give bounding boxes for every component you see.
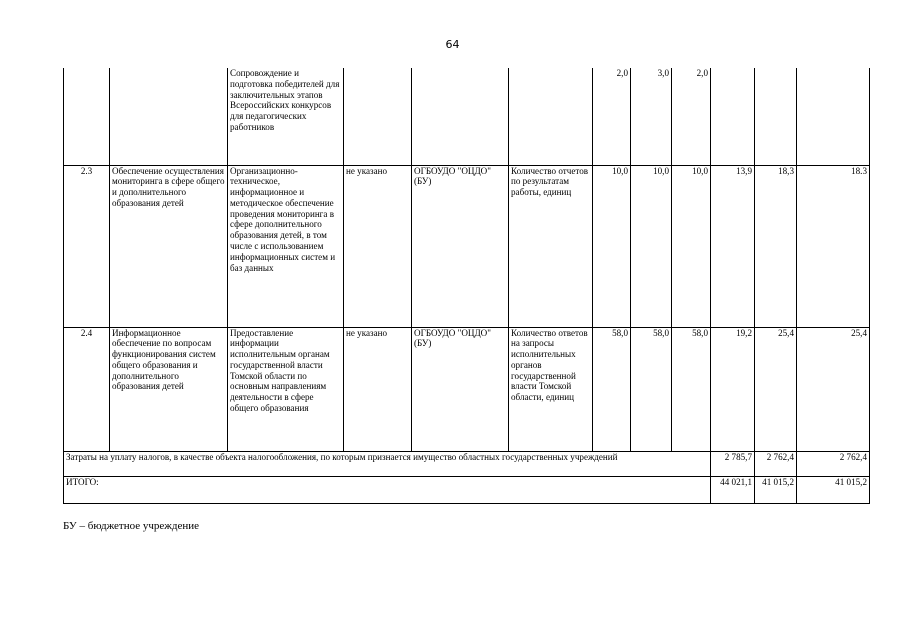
indicator-cell: Количество отчетов по результатам работы, единиц — [509, 165, 593, 327]
task-cell: Информационное обеспечение по вопросам функционирования систем общего образования и дополнительного образования детей — [110, 327, 228, 451]
total-funding-cell: 41 015,2 — [797, 476, 870, 503]
total-funding-cell: 44 021,1 — [711, 476, 755, 503]
funding-cell: 25,4 — [797, 327, 870, 451]
funding-cell: 18.3 — [797, 165, 870, 327]
table-row — [64, 327, 870, 451]
funding-cell: 25,4 — [755, 327, 797, 451]
funding-cell — [755, 68, 797, 165]
total-row — [64, 476, 870, 503]
activity-cell: Предоставление информации исполнительным органам государственной власти Томской области по основным направлениям деятельности в сфере общего образования — [228, 327, 344, 451]
page-number: 64 — [445, 38, 460, 51]
task-cell — [110, 68, 228, 165]
funding-cell — [711, 68, 755, 165]
value-cell: 10,0 — [631, 165, 672, 327]
value-cell: 58,0 — [631, 327, 672, 451]
total-funding-cell: 41 015,2 — [755, 476, 797, 503]
tax-row — [64, 451, 870, 476]
row-number: 2.4 — [64, 327, 110, 451]
funding-cell — [797, 68, 870, 165]
funding-cell: 13,9 — [711, 165, 755, 327]
value-cell: 58,0 — [593, 327, 631, 451]
deadline-cell: не указано — [344, 327, 412, 451]
value-cell: 3,0 — [631, 68, 672, 165]
row-number — [64, 68, 110, 165]
indicator-cell — [509, 68, 593, 165]
program-table — [63, 68, 870, 504]
value-cell: 2,0 — [672, 68, 711, 165]
tax-row-label: Затраты на уплату налогов, в качестве объекта налогообложения, по которым признается имущество областных государственных учреждений — [64, 451, 711, 476]
funding-cell: 18,3 — [755, 165, 797, 327]
footnote: БУ – бюджетное учреждение — [63, 520, 200, 532]
total-row-label: ИТОГО: — [64, 476, 711, 503]
row-number: 2.3 — [64, 165, 110, 327]
deadline-cell: не указано — [344, 165, 412, 327]
tax-funding-cell: 2 762,4 — [755, 451, 797, 476]
table-row — [64, 68, 870, 165]
funding-cell: 19,2 — [711, 327, 755, 451]
value-cell: 10,0 — [672, 165, 711, 327]
executor-cell: ОГБОУДО "ОЦДО" (БУ) — [412, 165, 509, 327]
indicator-cell: Количество ответов на запросы исполнительных органов государственной власти Томской области, единиц — [509, 327, 593, 451]
executor-cell: ОГБОУДО "ОЦДО" (БУ) — [412, 327, 509, 451]
task-cell: Обеспечение осуществления мониторинга в сфере общего и дополнительного образования детей — [110, 165, 228, 327]
table-row — [64, 165, 870, 327]
deadline-cell — [344, 68, 412, 165]
activity-cell: Организационно-техническое, информационное и методическое обеспечение проведения мониторинга в сфере дополнительного образования детей, в том числе с использованием информационных систем и баз данных — [228, 165, 344, 327]
value-cell: 10,0 — [593, 165, 631, 327]
activity-cell: Сопровождение и подготовка победителей для заключительных этапов Всероссийских конкурсов для педагогических работников — [228, 68, 344, 165]
value-cell: 58,0 — [672, 327, 711, 451]
value-cell: 2,0 — [593, 68, 631, 165]
tax-funding-cell: 2 785,7 — [711, 451, 755, 476]
tax-funding-cell: 2 762,4 — [797, 451, 870, 476]
executor-cell — [412, 68, 509, 165]
